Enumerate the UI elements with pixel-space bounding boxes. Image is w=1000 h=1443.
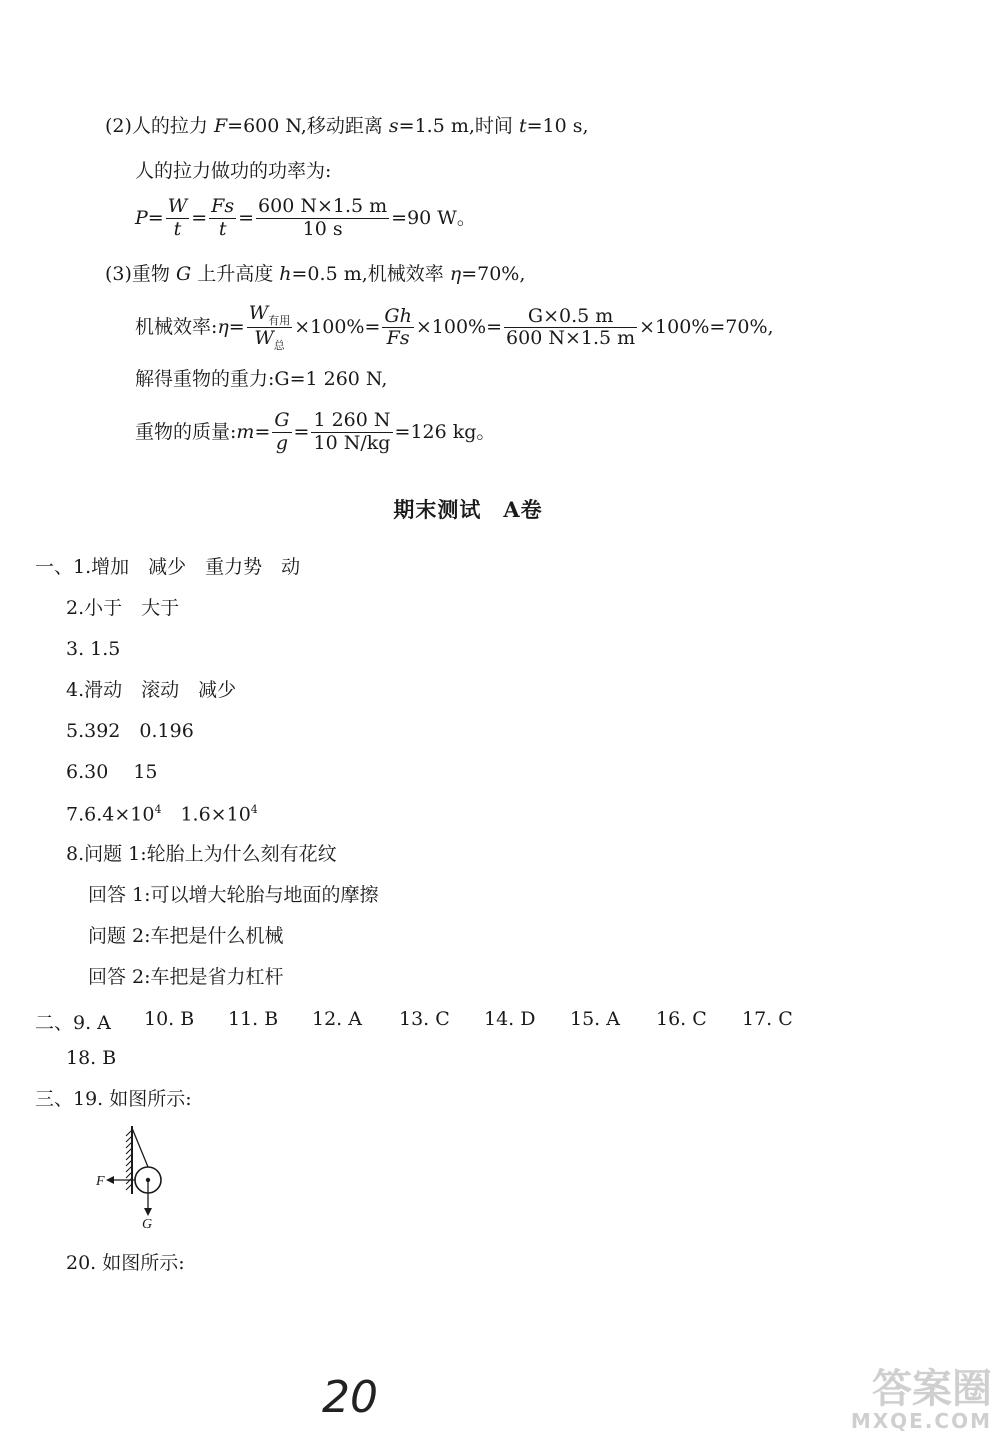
- section-title: 期末测试 A卷: [393, 497, 543, 522]
- pulley-force-diagram: [92, 1124, 182, 1232]
- choice-18: 18. B: [66, 1047, 117, 1069]
- power-equation: P = $\frac{W}{t}$ = $\frac{Fs}{t}$ = $\frac{600 N\times 1.5 m}{10 s}$ =90 W。: [135, 195, 476, 240]
- force-label-F: F: [96, 1174, 105, 1189]
- part3-line1: (3)重物 G 上升高度 h=0.5 m,机械效率 η=70%,: [105, 263, 526, 285]
- solve-line: 解得重物的重力:G=1 260 N,: [135, 368, 388, 390]
- choice-11: 11. B: [228, 1008, 279, 1030]
- choice-14: 14. D: [484, 1008, 536, 1030]
- gravity-label-G: G: [142, 1217, 153, 1232]
- answer-q2: 2.小于 大于: [66, 597, 180, 619]
- q20-label: 20. 如图所示:: [66, 1252, 185, 1274]
- answer-q6: 6.30 15: [66, 761, 158, 783]
- choice-10: 10. B: [144, 1008, 195, 1030]
- choice-16: 16. C: [656, 1008, 707, 1030]
- part2-line1: (2)人的拉力 F=600 N,移动距离 s=1.5 m,时间 t=10 s,: [105, 115, 589, 137]
- choice-12: 12. A: [312, 1008, 362, 1030]
- watermark-top: 答案圈: [872, 1366, 992, 1412]
- page-number: 20: [322, 1372, 378, 1423]
- answer-q4: 4.滑动 滚动 减少: [66, 679, 237, 701]
- choice-13: 13. C: [399, 1008, 450, 1030]
- answer-q8-1: 8.问题 1:轮胎上为什么刻有花纹: [66, 843, 337, 865]
- answer-q8-2: 回答 1:可以增大轮胎与地面的摩擦: [88, 884, 379, 906]
- mass-equation: 重物的质量: m = $\frac{G}{g}$ = $\frac{1 260 N}{10 N/kg}$ =126 kg。: [135, 409, 496, 454]
- answer-q7: $7.6.4\times 10^4$ $1.6\times 10^4$: [66, 803, 258, 826]
- choice-15: 15. A: [570, 1008, 620, 1030]
- answer-q5: 5.392 0.196: [66, 720, 194, 742]
- part2-line2: 人的拉力做功的功率为:: [135, 160, 332, 182]
- watermark-bottom: MXQE.COM: [850, 1409, 992, 1433]
- answer-q8-3: 问题 2:车把是什么机械: [88, 925, 284, 947]
- choice-9: 二、9. A: [35, 1012, 111, 1034]
- choice-17: 17. C: [742, 1008, 793, 1030]
- q19-label: 三、19. 如图所示:: [35, 1088, 192, 1110]
- answer-q8-4: 回答 2:车把是省力杠杆: [88, 966, 284, 988]
- answer-q3: 3. 1.5: [66, 638, 121, 660]
- answer-q1: 一、1.增加 减少 重力势 动: [35, 556, 301, 578]
- efficiency-equation: 机械效率: η = $\frac{W_{有用}}{W_总}$ ×100%= $\frac{Gh}{Fs}$ ×100%= $\frac{G\times 0.5 m}{600 N\times 1.5 m}$ ×100%=70%,: [135, 302, 774, 353]
- watermark: [850, 1366, 992, 1433]
